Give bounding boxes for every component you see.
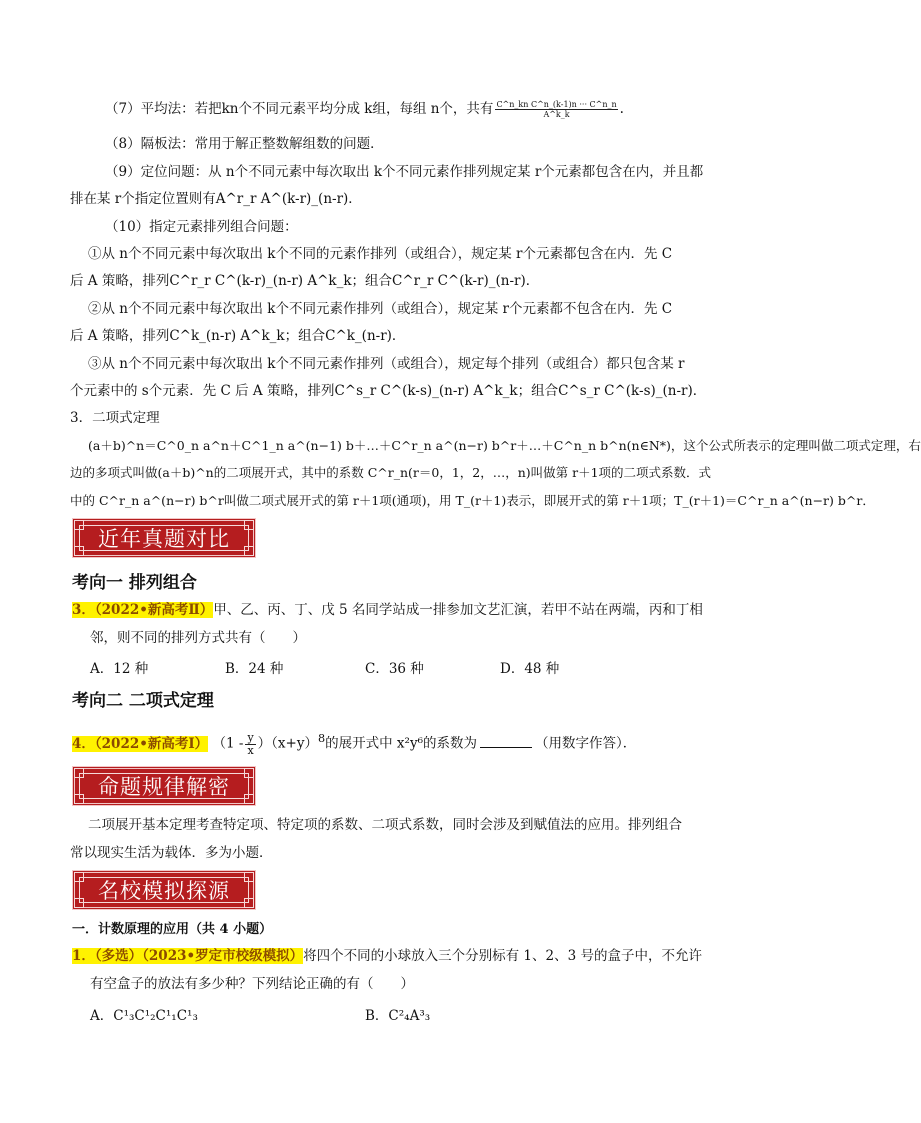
rule-10-1-a: ①从 n个不同元素中每次取出 k个不同的元素作排列（或组合），规定某 r个元素都包含在内．先 C — [88, 246, 673, 262]
question-1-number: 1． — [72, 948, 95, 964]
question-4-source: （2022•新高考Ⅰ） — [94, 735, 209, 752]
law-text-b: 常以现实生活为载体．多为小题． — [70, 845, 273, 861]
question-4-text: 的展开式中 x²y⁶的系数为 — [325, 735, 477, 752]
binomial-title: 3．二项式定理 — [70, 410, 160, 426]
question-4-fraction-den: x — [247, 743, 254, 757]
banner-school-mock-label: 名校模拟探源 — [79, 877, 249, 903]
banner-law-decode — [72, 766, 256, 806]
rule-7-fraction — [495, 100, 617, 119]
question-1-source: （多选）（2023•罗定市校级模拟） — [94, 948, 304, 964]
question-1-option-b: B．C²₄A³₃ — [365, 1008, 431, 1024]
question-4-exponent: 8 — [317, 732, 326, 745]
question-3-option-a: A．12 种 — [90, 661, 149, 677]
banner-recent-exams — [72, 518, 256, 558]
question-3-option-d: D．48 种 — [500, 661, 560, 677]
question-3-option-c: C．36 种 — [365, 661, 424, 677]
question-4-number: 4． — [72, 735, 95, 752]
rule-9-line-a: （9）定位问题：从 n个不同元素中每次取出 k个不同元素作排列规定某 r个元素都包含在内，并且都 — [105, 164, 704, 180]
banner-law-decode-label: 命题规律解密 — [79, 773, 249, 799]
rule-7-numerator: C^n_kn C^n_(k-1)n ··· C^n_n — [496, 100, 617, 109]
binomial-p3: 中的 C^r_n a^(n−r) b^r叫做二项式展开式的第 r＋1项(通项)，用 T_(r＋1)表示，即展开式的第 r＋1项；T_(r＋1)＝C^r_n a^(n−r) b^r． — [70, 493, 875, 508]
question-4-fraction — [245, 732, 255, 757]
question-3-line-b: 邻，则不同的排列方式共有（ ） — [90, 630, 306, 646]
section-counting-heading: 一．计数原理的应用（共 4 小题） — [72, 922, 273, 937]
rule-7-text: （7）平均法：若把 — [105, 101, 222, 117]
question-4-line — [72, 726, 636, 757]
question-3-number: 3． — [72, 602, 95, 618]
question-3-line-a — [72, 600, 703, 620]
binomial-p1: (a＋b)^n＝C^0_n a^n＋C^1_n a^(n−1) b＋…＋C^r_n a^(n−r) b^r＋…＋C^n_n b^n(n∈N*)，这个公式所表示的定理叫做二项式定理，右 — [88, 438, 921, 453]
banner-school-mock — [72, 870, 256, 910]
section-heading-binomial: 考向二 二项式定理 — [72, 691, 214, 711]
question-1-line-b: 有空盒子的放法有多少种？下列结论正确的有（ ） — [90, 976, 414, 992]
rule-10-3-b: 个元素中的 s个元素．先 C 后 A 策略，排列C^s_r C^(k-s)_(n-r) A^k_k；组合C^s_r C^(k-s)_(n-r)． — [70, 383, 707, 399]
rule-10: （10）指定元素排列组合问题： — [105, 219, 298, 235]
question-1-line-a — [72, 946, 702, 966]
question-4-fraction-num: y — [247, 730, 254, 744]
rule-9-line-b: 排在某 r个指定位置则有A^r_r A^(k-r)_(n-r)． — [70, 191, 362, 207]
question-4-expr-mid: ）（x+y） — [257, 735, 318, 752]
rule-7-denominator: A^k_k — [543, 110, 570, 119]
law-text-a: 二项展开基本定理考查特定项、特定项的系数、二项式系数，同时会涉及到赋值法的应用。排列组合 — [88, 817, 682, 833]
question-3-source: （2022•新高考Ⅱ） — [94, 602, 214, 618]
question-1-option-a: A．C¹₃C¹₂C¹₁C¹₃ — [90, 1008, 198, 1024]
banner-recent-exams-label: 近年真题对比 — [79, 525, 249, 551]
rule-10-2-b: 后 A 策略，排列C^k_(n-r) A^k_k；组合C^k_(n-r)． — [70, 328, 406, 344]
rule-7 — [105, 99, 624, 119]
question-3-text-a: 甲、乙、丙、丁、戊 5 名同学站成一排参加文艺汇演，若甲不站在两端，丙和丁相 — [213, 602, 703, 618]
rule-8: （8）隔板法：常用于解正整数解组数的问题． — [105, 136, 384, 152]
rule-10-3-a: ③从 n个不同元素中每次取出 k个不同元素作排列（或组合），规定每个排列（或组合）都只包含某 r — [88, 356, 685, 372]
question-3-option-b: B．24 种 — [225, 661, 284, 677]
section-heading-permutation: 考向一 排列组合 — [72, 573, 197, 593]
question-4-answer-blank[interactable] — [480, 734, 532, 748]
rule-7-text-b: kn个不同元素平均分成 k组，每组 n个，共有 — [221, 101, 494, 117]
question-4-expr-pre: （1 - — [212, 735, 244, 752]
question-1-text-a: 将四个不同的小球放入三个分别标有 1、2、3 号的盒子中，不允许 — [303, 948, 702, 964]
binomial-p2: 边的多项式叫做(a＋b)^n的二项展开式，其中的系数 C^r_n(r＝0，1，2，…，n)叫做第 r＋1项的二项式系数．式 — [70, 465, 712, 480]
question-4-end: （用数字作答）． — [535, 735, 637, 752]
rule-10-2-a: ②从 n个不同元素中每次取出 k个不同元素作排列（或组合），规定某 r个元素都不包含在内．先 C — [88, 301, 673, 317]
rule-10-1-b: 后 A 策略，排列C^r_r C^(k-r)_(n-r) A^k_k；组合C^r_r C^(k-r)_(n-r)． — [70, 273, 540, 289]
rule-7-end: . — [619, 101, 624, 117]
